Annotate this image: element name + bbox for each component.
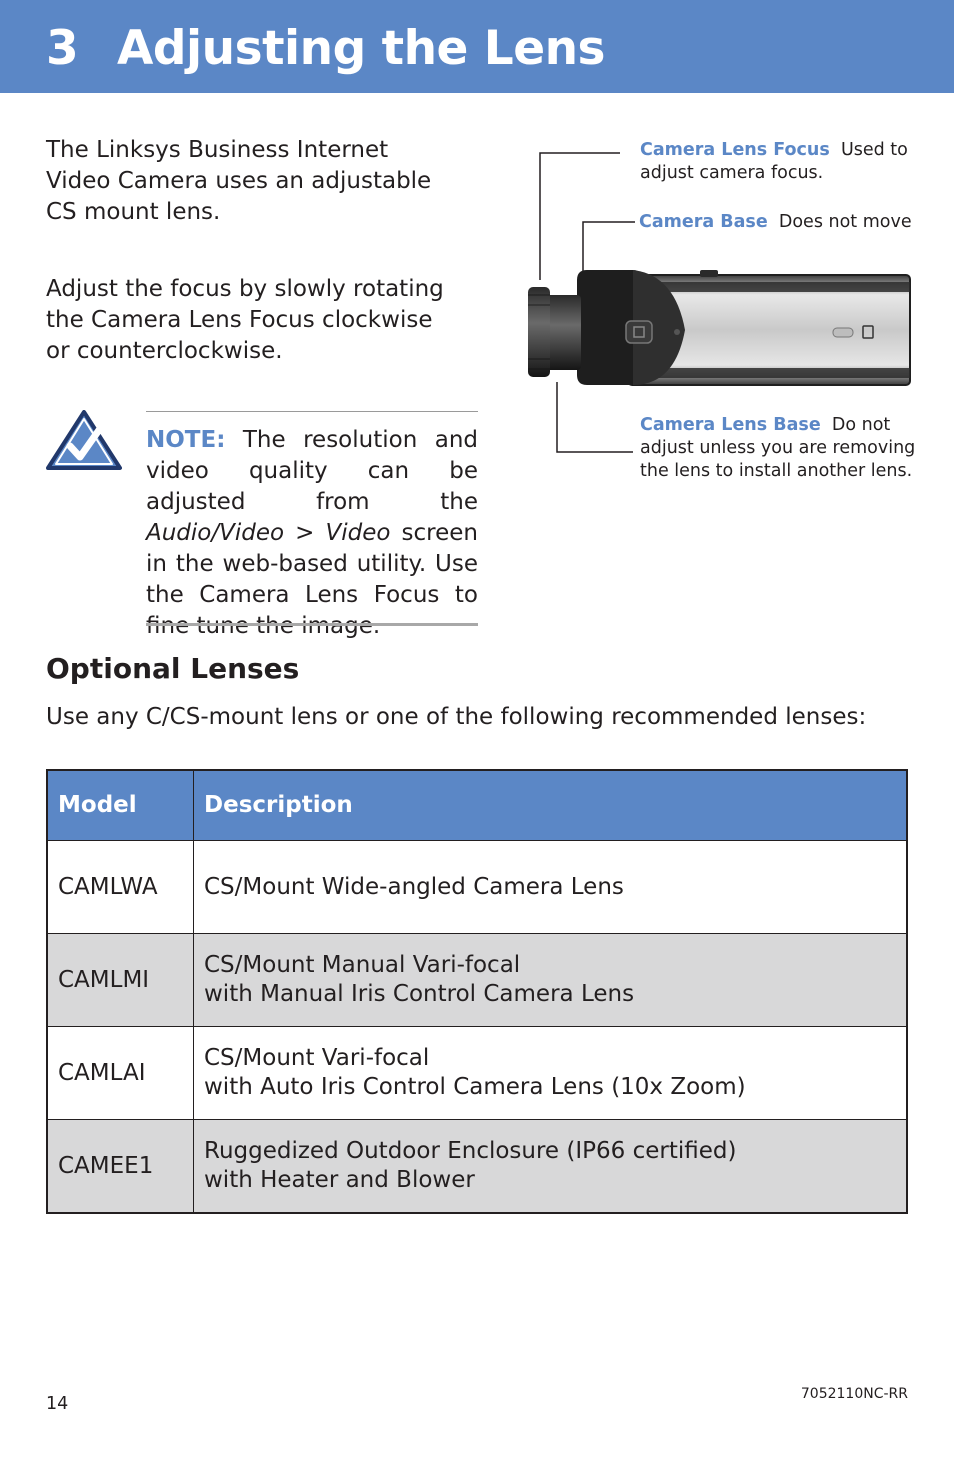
note-path-separator: > bbox=[284, 520, 326, 546]
description-line: CS/Mount Wide-angled Camera Lens bbox=[204, 873, 624, 900]
table-row bbox=[47, 934, 907, 1027]
callout-lens-focus-label: Camera Lens Focus bbox=[640, 140, 830, 160]
table-header-row bbox=[47, 770, 907, 841]
description-line: CS/Mount Manual Vari-focal bbox=[204, 952, 521, 978]
model-cell: CAMLAI bbox=[47, 1027, 194, 1120]
document-code: 7052110NC-RR bbox=[800, 1386, 908, 1402]
description-cell bbox=[194, 934, 908, 1027]
callout-lens-base bbox=[640, 414, 920, 483]
callout-lens-focus bbox=[640, 139, 920, 185]
table-row bbox=[47, 1120, 907, 1214]
chapter-header bbox=[0, 0, 954, 93]
focus-instruction-paragraph: Adjust the focus by slowly rotating the Camera Lens Focus clockwise or counterclockwise. bbox=[46, 276, 444, 364]
model-cell: CAMEE1 bbox=[47, 1120, 194, 1214]
column-header-model: Model bbox=[47, 770, 194, 841]
callout-camera-base bbox=[639, 211, 919, 234]
callout-lens-base-text: Do not adjust unless you are removing the lens to install another lens. bbox=[640, 415, 916, 481]
note-text-before: The resolution and video quality can be adjusted from the bbox=[146, 427, 478, 515]
callout-lens-base-label: Camera Lens Base bbox=[640, 415, 821, 435]
camera-lens-base bbox=[545, 295, 581, 370]
intro-paragraph: The Linksys Business Internet Video Camera uses an adjustable CS mount lens. bbox=[46, 137, 432, 225]
description-line: with Heater and Blower bbox=[204, 1167, 475, 1193]
note-bottom-rule bbox=[146, 623, 478, 626]
chapter-title: Adjusting the Lens bbox=[117, 21, 606, 76]
checkmark-icon bbox=[46, 410, 122, 474]
section-title: Optional Lenses bbox=[46, 652, 300, 685]
description-cell bbox=[194, 1027, 908, 1120]
table-row bbox=[47, 841, 907, 934]
model-cell: CAMLMI bbox=[47, 934, 194, 1027]
model-cell: CAMLWA bbox=[47, 841, 194, 934]
table-row bbox=[47, 1027, 907, 1120]
description-cell bbox=[194, 841, 908, 934]
chapter-number: 3 bbox=[46, 21, 79, 76]
page-number: 14 bbox=[46, 1394, 69, 1414]
callout-camera-base-text: Does not move bbox=[778, 212, 912, 232]
note-label: NOTE: bbox=[146, 427, 226, 453]
lens-table bbox=[46, 769, 908, 1214]
callout-lens-focus-text: Used to adjust camera focus. bbox=[640, 140, 908, 183]
note-path-video: Video bbox=[325, 520, 391, 546]
description-line: with Manual Iris Control Camera Lens bbox=[204, 981, 635, 1007]
note-text-after: screen in the web-based utility. Use the Camera Lens Focus to fine tune the image. bbox=[146, 520, 478, 639]
camera-lens-focus-ring bbox=[528, 287, 550, 377]
description-line: Ruggedized Outdoor Enclosure (IP66 certified) bbox=[204, 1138, 737, 1164]
description-cell bbox=[194, 1120, 908, 1214]
note-top-rule bbox=[146, 411, 478, 412]
description-line: CS/Mount Vari-focal bbox=[204, 1045, 430, 1071]
note-box bbox=[146, 425, 478, 642]
section-intro: Use any C/CS-mount lens or one of the following recommended lenses: bbox=[46, 704, 867, 730]
callout-camera-base-label: Camera Base bbox=[639, 212, 768, 232]
note-path-audio-video: Audio/Video bbox=[146, 520, 285, 546]
column-header-description: Description bbox=[194, 770, 908, 841]
description-line: with Auto Iris Control Camera Lens (10x Zoom) bbox=[204, 1074, 746, 1100]
